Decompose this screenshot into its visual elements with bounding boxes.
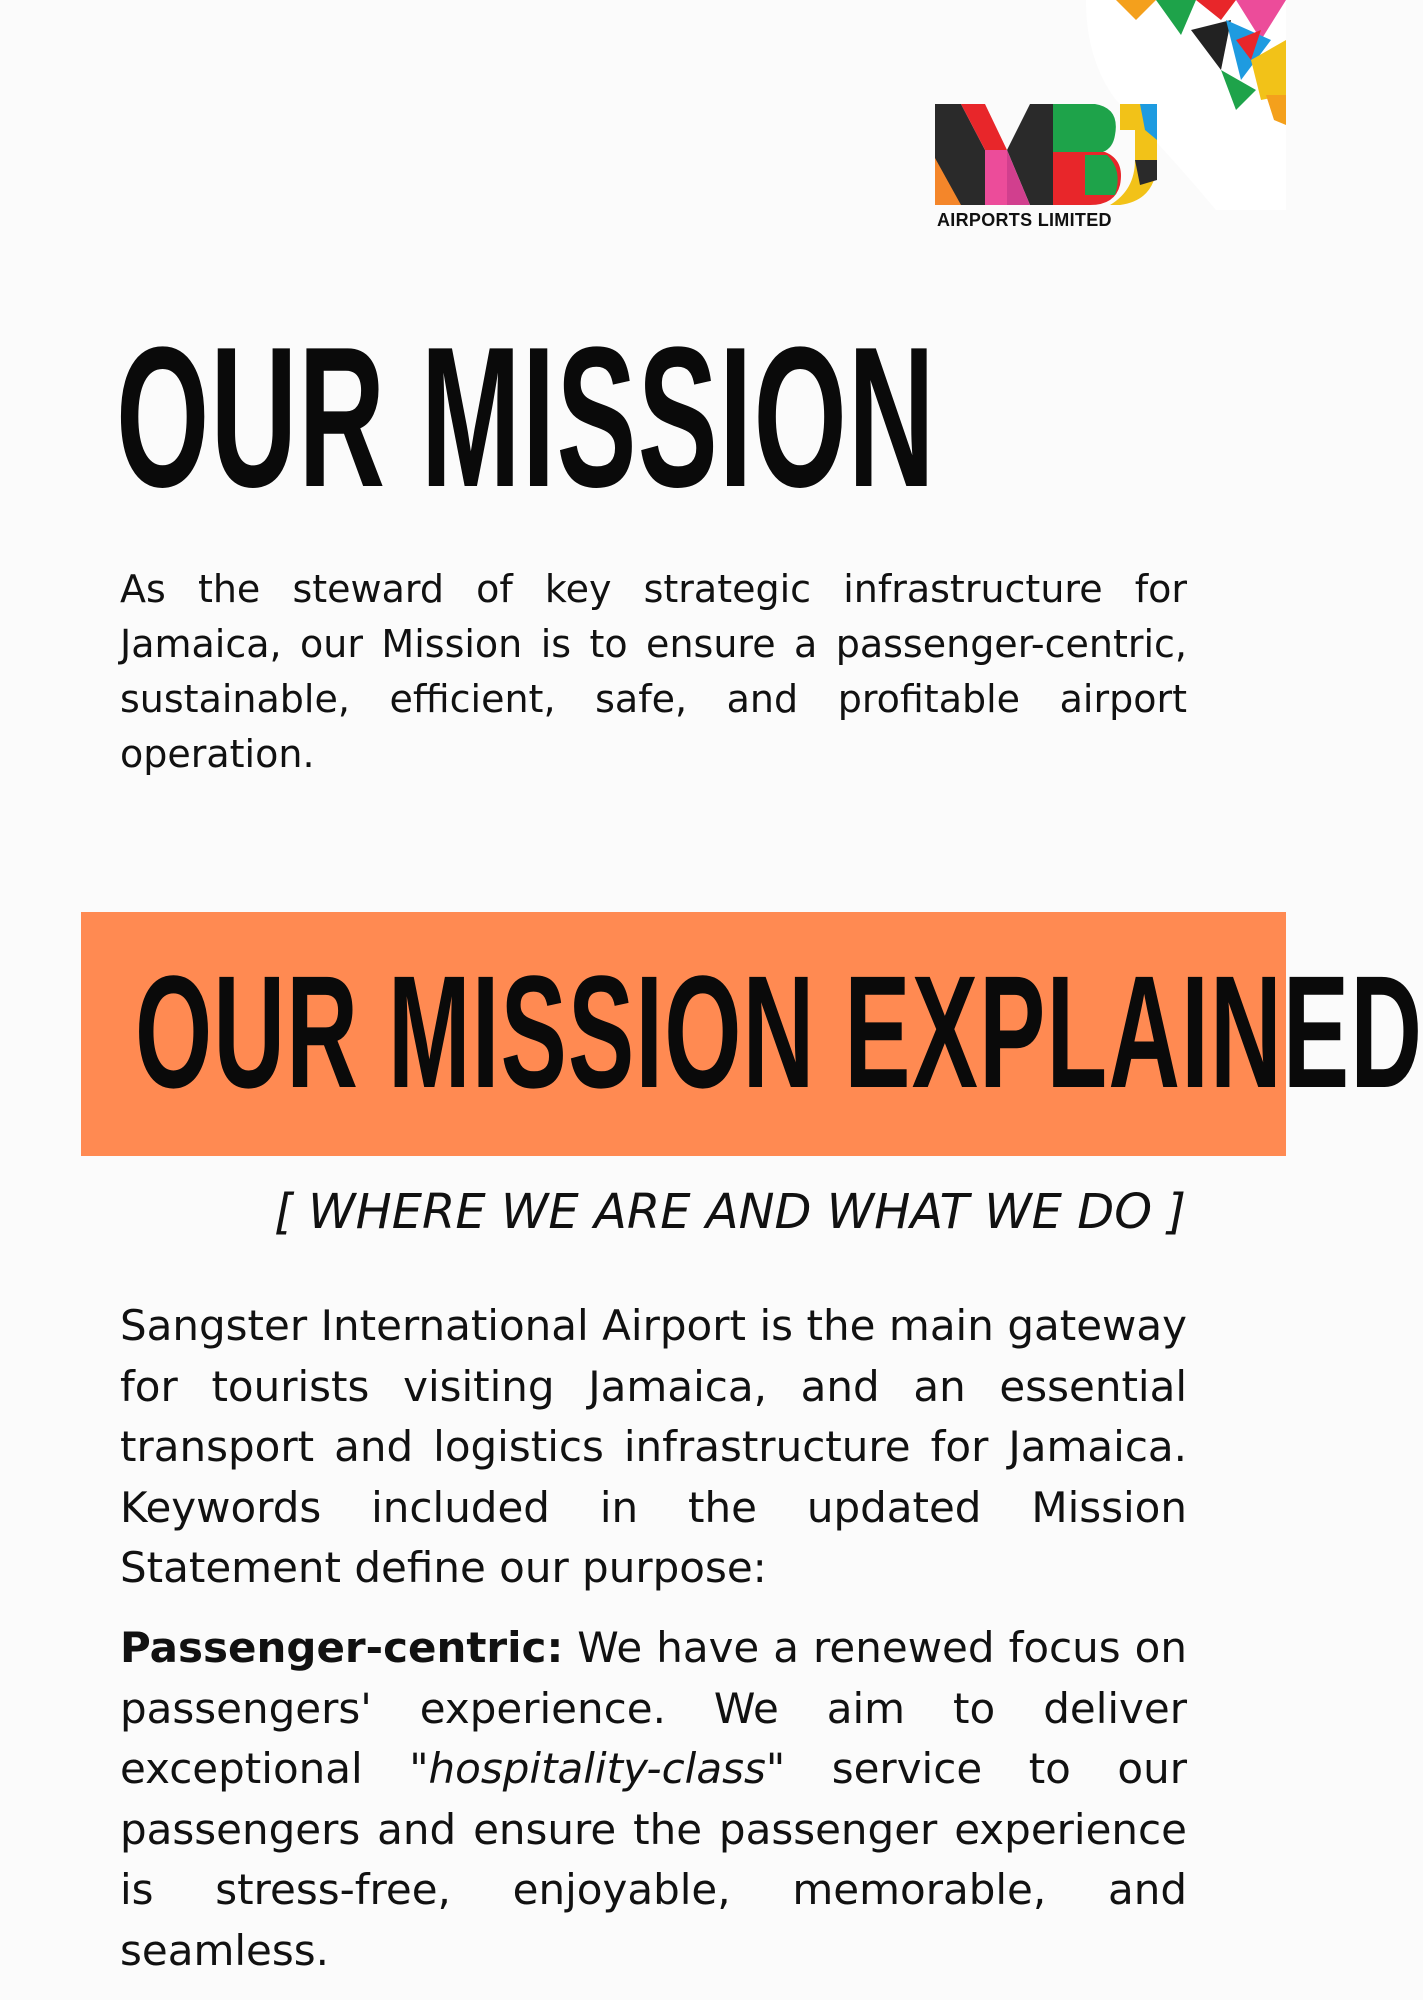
keyword-text-before: We have a renewed focus on passengers' experience. We aim to deliver exceptional — [120, 1623, 1187, 1793]
keyword-text-after: service to our passengers and ensure the passenger experience is stress-free, enjoyable, memorable, and seamless. — [120, 1744, 1187, 1975]
passenger-centric-paragraph — [120, 1618, 1187, 1981]
mission-explained-banner — [81, 912, 1423, 1156]
keyword-term: Passenger-centric: — [120, 1623, 564, 1672]
keyword-quote: "hospitality-class" — [409, 1744, 786, 1793]
mbj-logo — [935, 100, 1165, 235]
section-subtitle: [ WHERE WE ARE AND WHAT WE DO ] — [274, 1184, 1186, 1240]
mission-statement: As the steward of key strategic infrastructure for Jamaica, our Mission is to ensure a passenger-centric, sustainable, efficient, safe, and profitable airport operation. — [120, 567, 1187, 776]
mission-explained-title: OUR MISSION EXPLAINED — [135, 942, 1423, 1121]
intro-paragraph: Sangster International Airport is the main gateway for tourists visiting Jamaica, and an essential transport and logistics infrastructure for Jamaica. Keywords included in the updated Mission Statement define our purpose: — [120, 1301, 1187, 1592]
logo-subtitle: AIRPORTS LIMITED — [937, 210, 1112, 230]
mission-title: OUR MISSION — [116, 306, 936, 529]
mbj-logo-mark — [935, 100, 1160, 205]
